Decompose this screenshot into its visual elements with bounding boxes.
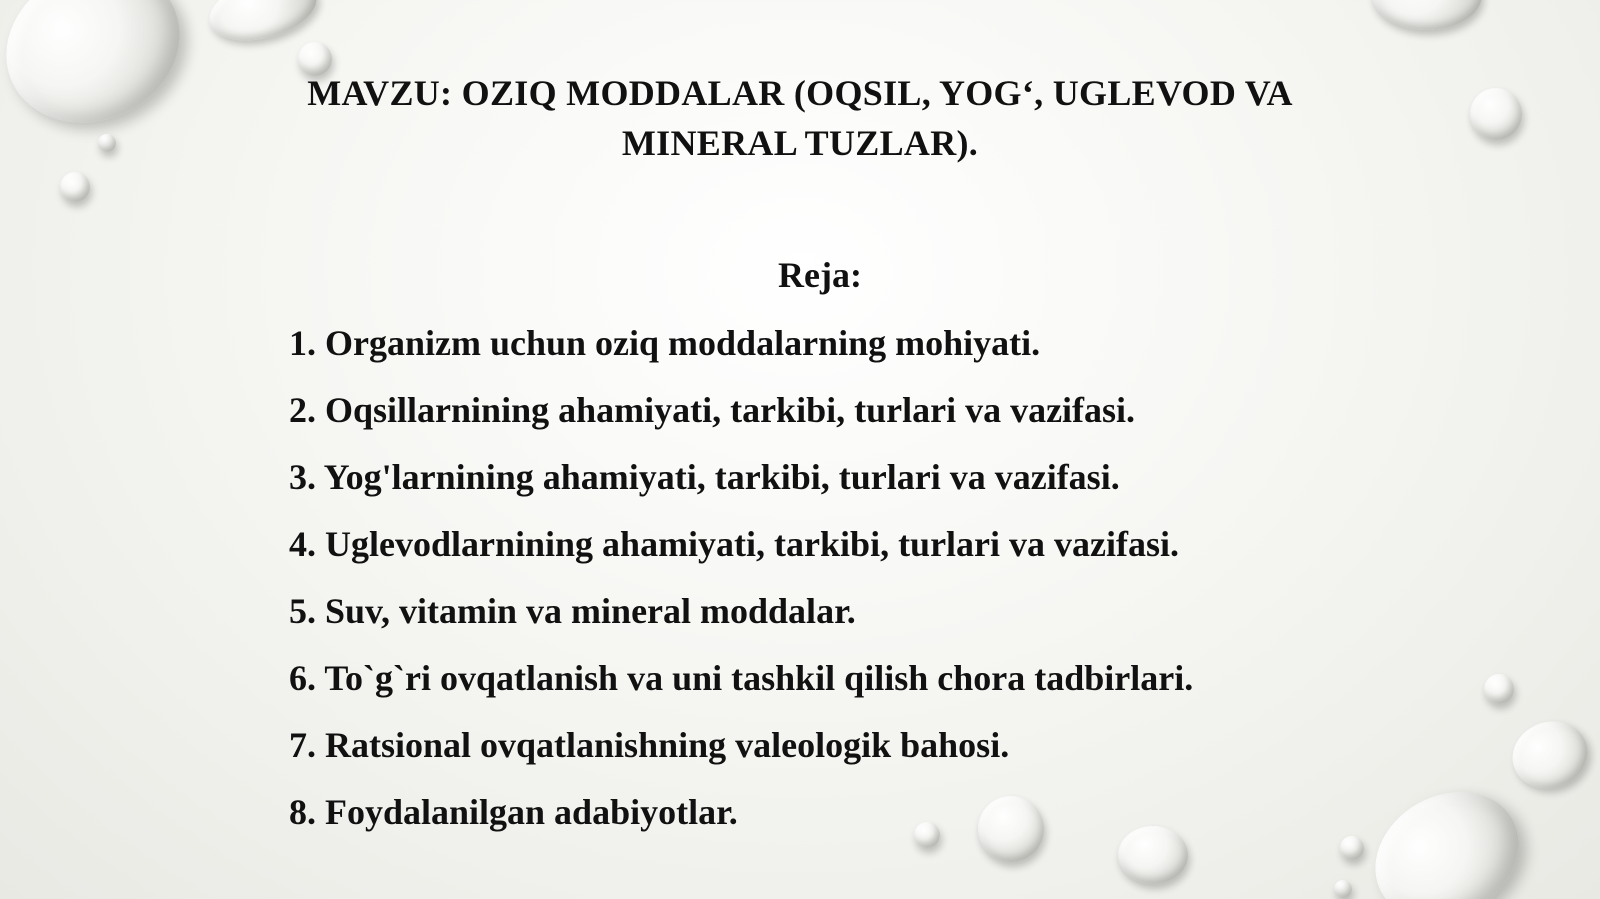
water-drop-decoration (1484, 674, 1514, 704)
plan-item: 1. Organizm uchun oziq moddalarning mohiyati. (289, 323, 1041, 363)
water-drop-decoration (1372, 0, 1482, 30)
water-drop-decoration (1340, 836, 1364, 860)
plan-list (289, 318, 1289, 854)
water-drop-decoration (60, 172, 90, 202)
plan-item: 2. Oqsillarnining ahamiyati, tarkibi, turlari va vazifasi. (289, 390, 1136, 430)
water-drop-decoration (98, 134, 116, 152)
water-drop-decoration (0, 0, 205, 151)
water-drop-decoration (1503, 711, 1597, 799)
plan-item: 4. Uglevodlarnining ahamiyati, tarkibi, turlari va vazifasi. (289, 524, 1180, 564)
slide-title-line-1: MAVZU: OZIQ MODDALAR (OQSIL, YOG‘, UGLEVOD VA (307, 73, 1293, 113)
slide-title-line-2: MINERAL TUZLAR). (621, 123, 979, 163)
plan-item: 8. Foydalanilgan adabiyotlar. (289, 792, 738, 832)
plan-heading: Reja: (778, 255, 862, 295)
water-drop-decoration (1470, 88, 1522, 140)
water-drop-decoration (1334, 880, 1352, 898)
slide-title (300, 68, 1300, 168)
plan-item: 3. Yog'larnining ahamiyati, tarkibi, turlari va vazifasi. (289, 457, 1120, 497)
water-drop-decoration (1352, 767, 1542, 899)
plan-item: 7. Ratsional ovqatlanishning valeologik bahosi. (289, 725, 1010, 765)
plan-item: 5. Suv, vitamin va mineral moddalar. (289, 591, 856, 631)
plan-item: 6. To`g`ri ovqatlanish va uni tashkil qilish chora tadbirlari. (289, 658, 1194, 698)
